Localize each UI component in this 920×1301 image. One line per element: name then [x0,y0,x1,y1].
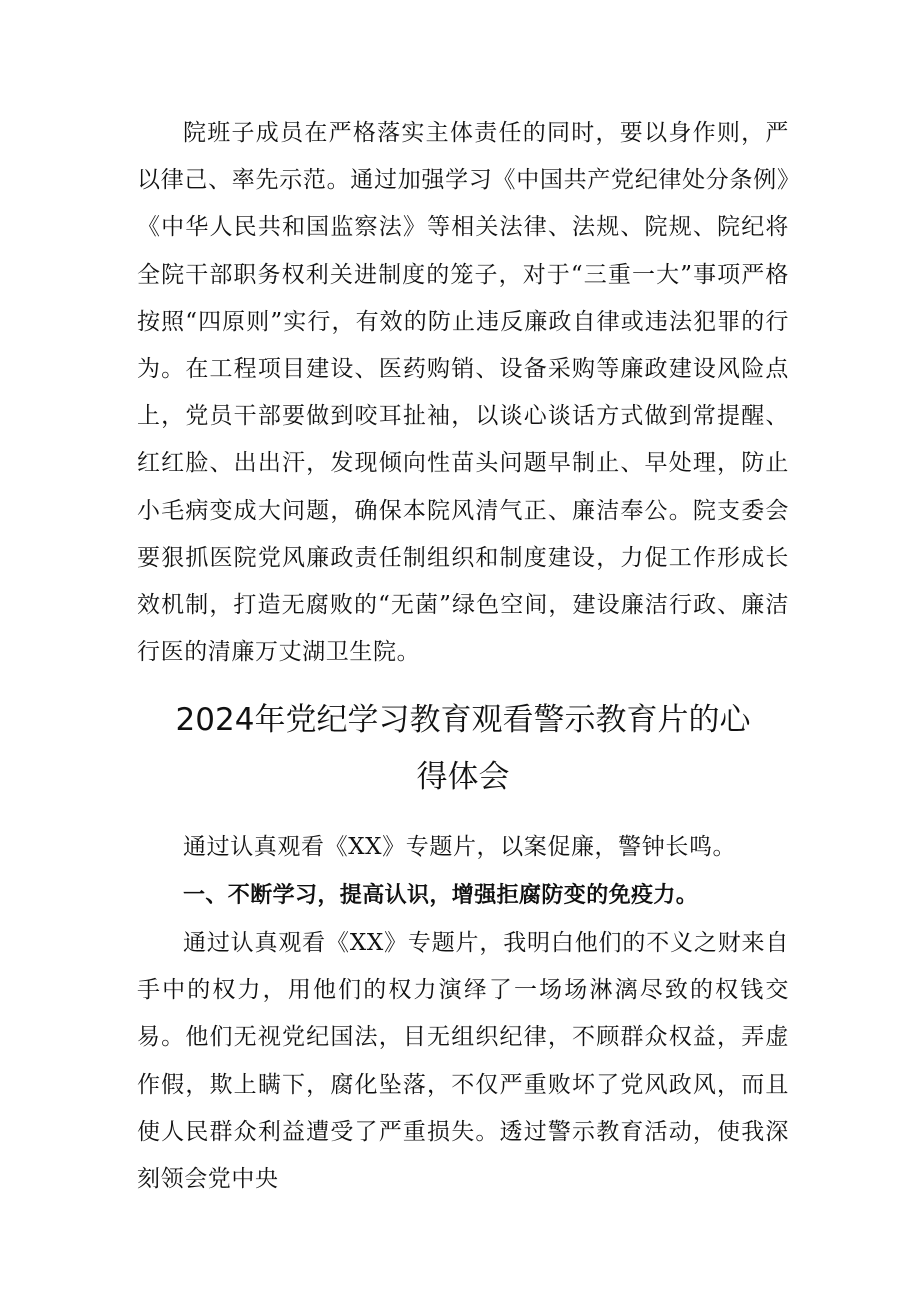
body-paragraph: 院班子成员在严格落实主体责任的同时，要以身作则，严以律己、率先示范。通过加强学习《中国共产党纪律处分条例》《中华人民共和国监察法》等相关法律、法规、院规、院纪将全院干部职务权利关进制度的笼子，对于“三重一大”事项严格按照“四原则”实行，有效的防止违反廉政自律或违法犯罪的行为。在工程项目建设、医药购销、设备采购等廉政建设风险点上，党员干部要做到咬耳扯袖，以谈心谈话方式做到常提醒、红红脸、出出汗，发现倾向性苗头问题早制止、早处理，防止小毛病变成大问题，确保本院风清气正、廉洁奉公。院支委会要狠抓医院党风廉政责任制组织和制度建设，力促工作形成长效机制，打造无腐败的“无菌”绿色空间，建设廉洁行政、廉洁行医的清廉万丈湖卫生院。 [137,120,789,666]
body-paragraph: 通过认真观看《XX》专题片，我明白他们的不义之财来自手中的权力，用他们的权力演绎了一场场淋漓尽致的权钱交易。他们无视党纪国法，目无组织纪律，不顾群众权益，弄虚作假，欺上瞒下，腐化坠落，不仅严重败坏了党风政风，而且使人民群众利益遭受了严重损失。透过警示教育活动，使我深刻领会党中央 [137,930,789,1193]
intro-paragraph: 通过认真观看《XX》专题片，以案促廉，警钟长鸣。 [183,834,737,860]
section-heading: 一、不断学习，提高认识，增强拒腐防变的免疫力。 [183,883,699,908]
title-line: 得体会 [416,759,510,795]
document-title [137,692,789,806]
title-line: 2024年党纪学习教育观看警示教育片的心 [175,702,751,738]
